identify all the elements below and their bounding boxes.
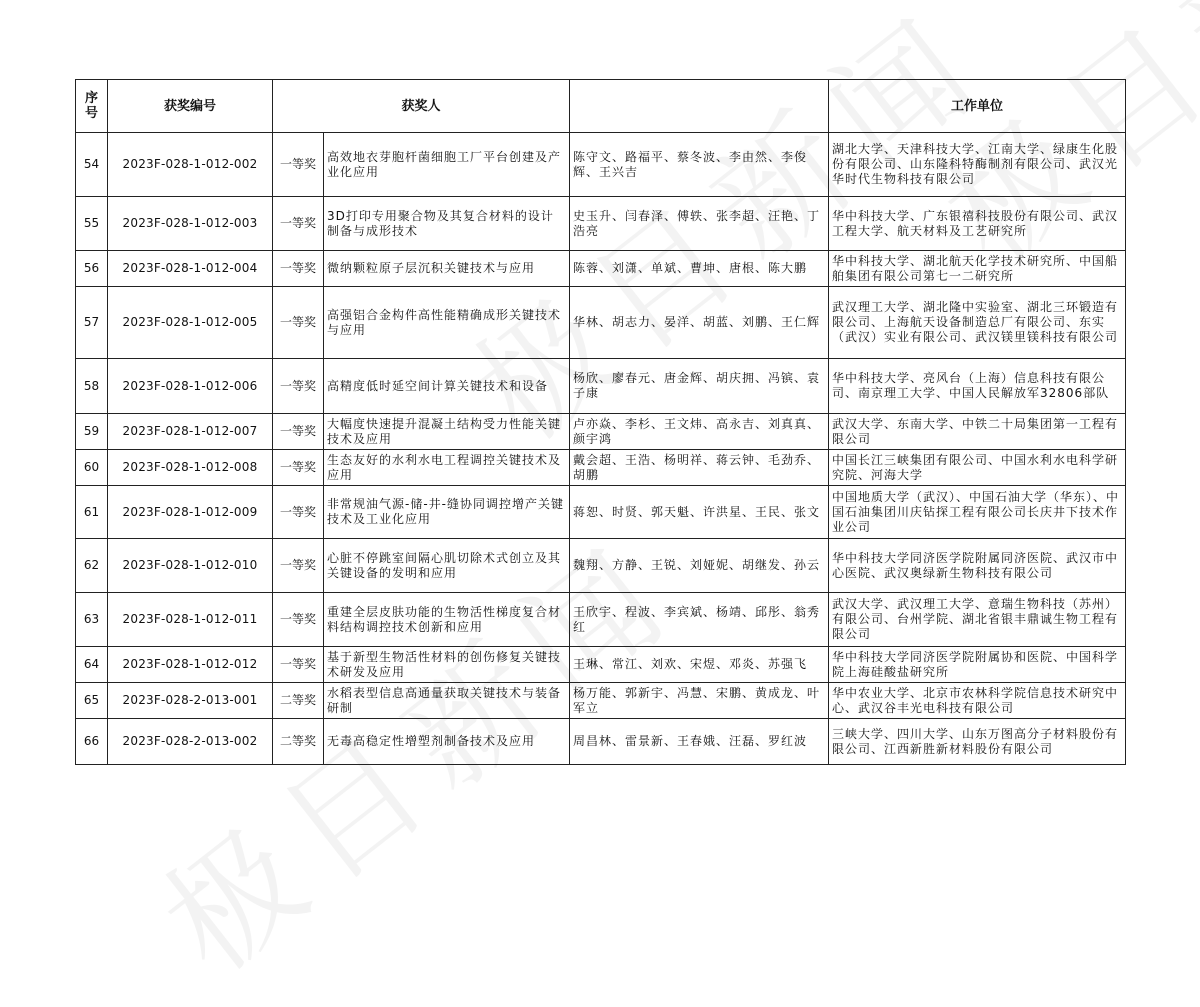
index-cell: 56 <box>76 251 108 287</box>
index-cell: 58 <box>76 359 108 414</box>
award-grade-cell: 一等奖 <box>273 133 324 197</box>
award-grade-cell: 一等奖 <box>273 486 324 539</box>
winners-cell: 王欣宇、程波、李宾斌、杨靖、邱彤、翁秀红 <box>570 593 829 647</box>
project-name-cell: 3D打印专用聚合物及其复合材料的设计制备与成形技术 <box>324 197 570 251</box>
project-name-cell: 重建全层皮肤功能的生物活性梯度复合材料结构调控技术创新和应用 <box>324 593 570 647</box>
winners-cell: 陈蓉、刘潇、单斌、曹坤、唐根、陈大鹏 <box>570 251 829 287</box>
header-code: 获奖编号 <box>108 80 273 133</box>
index-cell: 66 <box>76 719 108 765</box>
winners-cell: 杨万能、郭新宇、冯慧、宋鹏、黄成龙、叶军立 <box>570 683 829 719</box>
table-body <box>76 133 1126 765</box>
header-index: 序号 <box>76 80 108 133</box>
work-units-cell: 中国地质大学（武汉）、中国石油大学（华东）、中国石油集团川庆钻探工程有限公司长庆井下技术作业公司 <box>829 486 1126 539</box>
project-name-cell: 微纳颗粒原子层沉积关键技术与应用 <box>324 251 570 287</box>
award-grade-cell: 一等奖 <box>273 251 324 287</box>
work-units-cell: 华中科技大学同济医学院附属协和医院、中国科学院上海硅酸盐研究所 <box>829 647 1126 683</box>
work-units-cell: 华中科技大学、亮风台（上海）信息科技有限公司、南京理工大学、中国人民解放军32806部队 <box>829 359 1126 414</box>
index-cell: 55 <box>76 197 108 251</box>
award-code-cell: 2023F-028-1-012-008 <box>108 450 273 486</box>
award-code-cell: 2023F-028-2-013-001 <box>108 683 273 719</box>
index-cell: 63 <box>76 593 108 647</box>
project-name-cell: 水稻表型信息高通量获取关键技术与装备研制 <box>324 683 570 719</box>
table-row <box>76 133 1126 197</box>
work-units-cell: 武汉大学、武汉理工大学、意瑞生物科技（苏州）有限公司、台州学院、湖北省银丰鼎诚生物工程有限公司 <box>829 593 1126 647</box>
winners-cell: 蒋恕、时贤、郭天魁、许洪星、王民、张文 <box>570 486 829 539</box>
award-grade-cell: 二等奖 <box>273 719 324 765</box>
project-name-cell: 基于新型生物活性材料的创伤修复关键技术研发及应用 <box>324 647 570 683</box>
award-code-cell: 2023F-028-1-012-004 <box>108 251 273 287</box>
project-name-cell: 高效地衣芽胞杆菌细胞工厂平台创建及产业化应用 <box>324 133 570 197</box>
award-code-cell: 2023F-028-1-012-012 <box>108 647 273 683</box>
work-units-cell: 中国长江三峡集团有限公司、中国水利水电科学研究院、河海大学 <box>829 450 1126 486</box>
table-row <box>76 251 1126 287</box>
table-row <box>76 719 1126 765</box>
winners-cell: 华林、胡志力、晏洋、胡蓝、刘鹏、王仁辉 <box>570 287 829 359</box>
project-name-cell: 心脏不停跳室间隔心肌切除术式创立及其关键设备的发明和应用 <box>324 539 570 593</box>
winners-cell: 周昌林、雷景新、王春娥、汪磊、罗红波 <box>570 719 829 765</box>
work-units-cell: 华中农业大学、北京市农林科学院信息技术研究中心、武汉谷丰光电科技有限公司 <box>829 683 1126 719</box>
award-grade-cell: 二等奖 <box>273 683 324 719</box>
project-name-cell: 生态友好的水利水电工程调控关键技术及应用 <box>324 450 570 486</box>
work-units-cell: 武汉大学、东南大学、中铁二十局集团第一工程有限公司 <box>829 414 1126 450</box>
work-units-cell: 华中科技大学、广东银禧科技股份有限公司、武汉工程大学、航天材料及工艺研究所 <box>829 197 1126 251</box>
index-cell: 64 <box>76 647 108 683</box>
table-row <box>76 647 1126 683</box>
award-grade-cell: 一等奖 <box>273 287 324 359</box>
award-code-cell: 2023F-028-2-013-002 <box>108 719 273 765</box>
award-grade-cell: 一等奖 <box>273 593 324 647</box>
project-name-cell: 高精度低时延空间计算关键技术和设备 <box>324 359 570 414</box>
index-cell: 65 <box>76 683 108 719</box>
table-row <box>76 539 1126 593</box>
index-cell: 54 <box>76 133 108 197</box>
table-row <box>76 197 1126 251</box>
header-blank <box>570 80 829 133</box>
work-units-cell: 华中科技大学、湖北航天化学技术研究所、中国船舶集团有限公司第七一二研究所 <box>829 251 1126 287</box>
award-grade-cell: 一等奖 <box>273 539 324 593</box>
work-units-cell: 武汉理工大学、湖北隆中实验室、湖北三环锻造有限公司、上海航天设备制造总厂有限公司、东实（武汉）实业有限公司、武汉镁里镁科技有限公司 <box>829 287 1126 359</box>
award-grade-cell: 一等奖 <box>273 359 324 414</box>
index-cell: 57 <box>76 287 108 359</box>
table-row <box>76 450 1126 486</box>
index-cell: 60 <box>76 450 108 486</box>
header-units: 工作单位 <box>829 80 1126 133</box>
winners-cell: 杨欣、廖春元、唐金辉、胡庆拥、冯镔、袁子康 <box>570 359 829 414</box>
award-code-cell: 2023F-028-1-012-007 <box>108 414 273 450</box>
award-grade-cell: 一等奖 <box>273 414 324 450</box>
work-units-cell: 三峡大学、四川大学、山东万图高分子材料股份有限公司、江西新胜新材料股份有限公司 <box>829 719 1126 765</box>
project-name-cell: 高强铝合金构件高性能精确成形关键技术与应用 <box>324 287 570 359</box>
winners-cell: 王琳、常江、刘欢、宋煜、邓炎、苏强飞 <box>570 647 829 683</box>
winners-cell: 戴会超、王浩、杨明祥、蒋云钟、毛劲乔、胡鹏 <box>570 450 829 486</box>
table-row <box>76 593 1126 647</box>
index-cell: 62 <box>76 539 108 593</box>
table-header-row <box>76 80 1126 133</box>
work-units-cell: 华中科技大学同济医学院附属同济医院、武汉市中心医院、武汉奥绿新生物科技有限公司 <box>829 539 1126 593</box>
winners-cell: 卢亦焱、李杉、王文炜、高永吉、刘真真、颜宇鸿 <box>570 414 829 450</box>
award-code-cell: 2023F-028-1-012-006 <box>108 359 273 414</box>
project-name-cell: 非常规油气源-储-井-缝协同调控增产关键技术及工业化应用 <box>324 486 570 539</box>
award-code-cell: 2023F-028-1-012-010 <box>108 539 273 593</box>
index-cell: 61 <box>76 486 108 539</box>
award-code-cell: 2023F-028-1-012-009 <box>108 486 273 539</box>
award-grade-cell: 一等奖 <box>273 647 324 683</box>
table-row <box>76 683 1126 719</box>
table-row <box>76 287 1126 359</box>
award-code-cell: 2023F-028-1-012-003 <box>108 197 273 251</box>
award-table <box>75 79 1126 765</box>
award-code-cell: 2023F-028-1-012-005 <box>108 287 273 359</box>
table-row <box>76 359 1126 414</box>
award-grade-cell: 一等奖 <box>273 450 324 486</box>
winners-cell: 魏翔、方静、王锐、刘娅妮、胡继发、孙云 <box>570 539 829 593</box>
project-name-cell: 大幅度快速提升混凝土结构受力性能关键技术及应用 <box>324 414 570 450</box>
winners-cell: 陈守文、路福平、蔡冬波、李由然、李俊辉、王兴吉 <box>570 133 829 197</box>
award-code-cell: 2023F-028-1-012-002 <box>108 133 273 197</box>
project-name-cell: 无毒高稳定性增塑剂制备技术及应用 <box>324 719 570 765</box>
index-cell: 59 <box>76 414 108 450</box>
award-code-cell: 2023F-028-1-012-011 <box>108 593 273 647</box>
work-units-cell: 湖北大学、天津科技大学、江南大学、绿康生化股份有限公司、山东隆科特酶制剂有限公司、武汉光华时代生物科技有限公司 <box>829 133 1126 197</box>
table-row <box>76 486 1126 539</box>
header-winners: 获奖人 <box>273 80 570 133</box>
table-row <box>76 414 1126 450</box>
award-grade-cell: 一等奖 <box>273 197 324 251</box>
winners-cell: 史玉升、闫春泽、傅轶、张李超、汪艳、丁浩亮 <box>570 197 829 251</box>
